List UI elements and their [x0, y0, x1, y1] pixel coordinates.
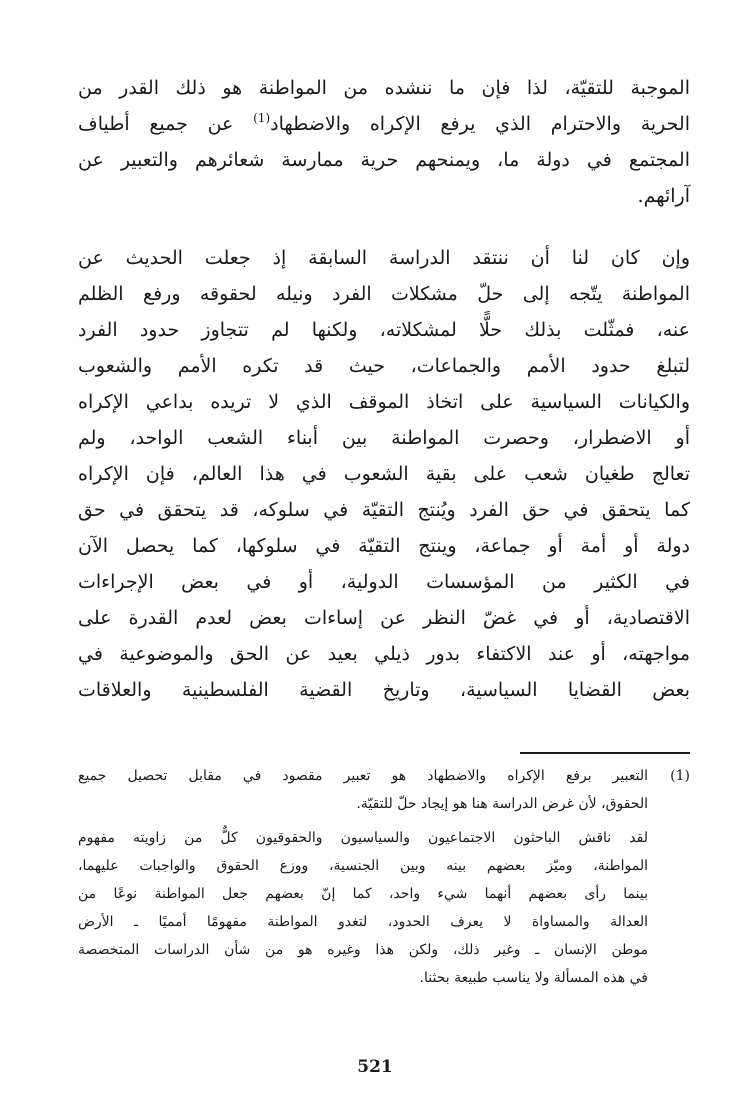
text-line: آرائهم.: [637, 185, 690, 207]
text-line: بعض القضايا السياسية، وتاريخ القضية الفلسطينية والعلاقات: [78, 679, 690, 701]
text-line: المواطنة يتّجه إلى حلّ مشكلات الفرد ونيله لحقوقه ورفع الظلم: [78, 283, 690, 305]
footnote-line: بينما رأى بعضهم أنهما شيء واحد، كما إنّ بعضهم جعل المواطنة نوعًا من: [78, 886, 648, 902]
text-line: كما يتحقق في حق الفرد ويُنتج التقيّة في سلوكه، قد يتحقق في حق: [78, 499, 690, 521]
footnote-line: العدالة والمساواة لا يعرف الحدود، لتغدو المواطنة مفهومًا أمميًا ـ الأرض: [78, 914, 648, 930]
text-line: دولة أو أمة أو جماعة، وينتج التقيّة في سلوكها، كما يحصل الآن: [78, 535, 690, 557]
footnote-line: الحقوق، لأن غرض الدراسة هنا هو إيجاد حلّ للتقيّة.: [356, 796, 648, 812]
text-line: الموجبة للتقيّة، لذا فإن ما ننشده من المواطنة هو ذلك القدر من: [78, 77, 690, 99]
footnote-reference[interactable]: (1): [253, 111, 271, 125]
text-segment: عن جميع أطياف: [78, 113, 234, 135]
footnote-1: [78, 762, 690, 818]
text-line: أو الاضطرار، وحصرت المواطنة بين أبناء الشعب الواحد، ولم: [78, 427, 690, 449]
footnote-line: التعبير برفع الإكراه والاضطهاد هو تعبير مقصود في مقابل تحصيل جميع: [78, 768, 648, 784]
paragraph-1: [78, 70, 690, 214]
page-number: 521: [357, 1057, 393, 1077]
footnote-line: موطن الإنسان ـ وغير ذلك، ولكن هذا وغيره هو من شأن الدراسات المتخصصة: [78, 942, 648, 958]
text-line: والكيانات السياسية على اتخاذ الموقف الذي لا تريده بداعي الإكراه: [78, 391, 690, 413]
page-body: [78, 70, 690, 708]
text-line: تعالج طغيان شعب على بقية الشعوب في هذا العالم، فإن الإكراه: [78, 463, 690, 485]
footnote-line: في هذه المسألة ولا يناسب طبيعة بحثنا.: [419, 970, 648, 986]
text-line: لتبلغ حدود الأمم والجماعات، حيث قد تكره الأمم والشعوب: [78, 355, 690, 377]
text-line: الاقتصادية، أو في غضّ النظر عن إساءات بعض لعدم القدرة على: [78, 607, 690, 629]
footnote-separator: [520, 752, 690, 754]
text-line: وإن كان لنا أن ننتقد الدراسة السابقة إذ جعلت الحديث عن: [78, 247, 690, 269]
footnote-mark: (1): [670, 768, 690, 784]
text-line: المجتمع في دولة ما، ويمنحهم حرية ممارسة شعائرهم والتعبير عن: [78, 149, 690, 171]
text-segment: الحرية والاحترام الذي يرفع الإكراه والاضطهاد: [270, 113, 690, 135]
footnotes: [78, 762, 690, 992]
footnote-line: لقد ناقش الباحثون الاجتماعيون والسياسيون والحقوقيون كلٌّ من زاويته مفهوم: [78, 830, 648, 846]
text-line: في الكثير من المؤسسات الدولية، أو في بعض الإجراءات: [78, 571, 690, 593]
text-line: مواجهته، أو عند الاكتفاء بدور ذيلي بعيد عن الحق والموضوعية في: [78, 643, 690, 665]
footnote-continuation: [78, 824, 690, 992]
text-line: عنه، فمثّلت بذلك حلًّا لمشكلاته، ولكنها لم تتجاوز حدود الفرد: [78, 319, 690, 341]
footnote-line: المواطنة، وميّز بعضهم بينه وبين الجنسية، ووزع الحقوق والواجبات عليهما،: [78, 858, 648, 874]
text-line-with-footnote: [78, 106, 690, 142]
paragraph-2: [78, 240, 690, 708]
